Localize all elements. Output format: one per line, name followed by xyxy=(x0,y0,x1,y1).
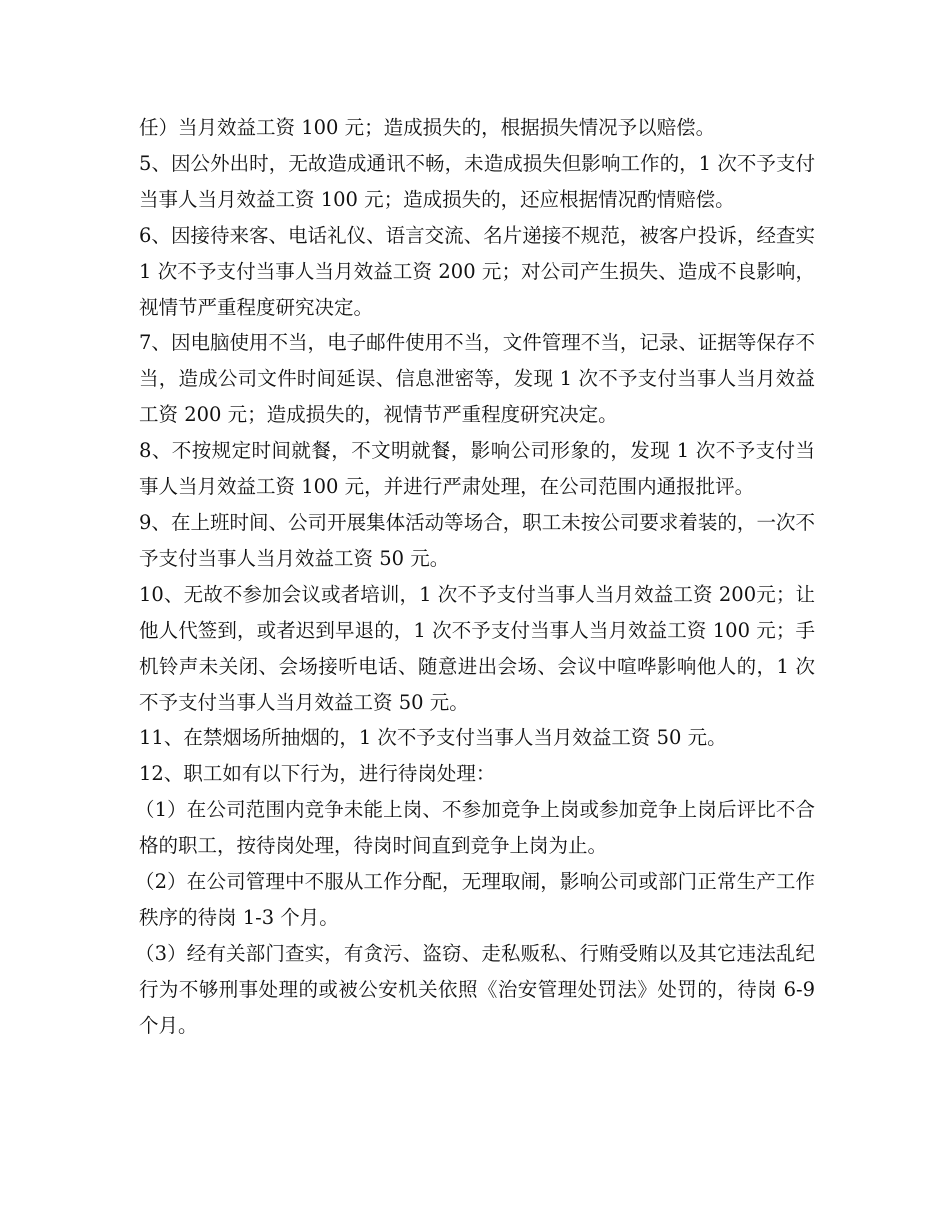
paragraph-item-12: 12、职工如有以下行为，进行待岗处理： xyxy=(139,762,496,786)
paragraph-item-12-sub-3: （3）经有关部门查实，有贪污、盗窃、走私贩私、行贿受贿以及其它违法乱纪行为不够刑事处理的或被公安机关依照《治安管理处罚法》处罚的，待岗 6-9 个月。 xyxy=(135,941,815,1037)
paragraph-item-6: 6、因接待来客、电话礼仪、语言交流、名片递接不规范，被客户投诉，经查实 1 次不予支付当事人当月效益工资 200 元；对公司产生损失、造成不良影响，视情节严重程度研究决定。 xyxy=(139,223,815,319)
paragraph-item-11: 11、在禁烟场所抽烟的，1 次不予支付当事人当月效益工资 50 元。 xyxy=(139,726,727,750)
paragraph-item-8: 8、不按规定时间就餐，不文明就餐，影响公司形象的，发现 1 次不予支付当事人当月效益工资 100 元，并进行严肃处理，在公司范围内通报批评。 xyxy=(139,439,815,499)
paragraph-continuation: 任）当月效益工资 100 元；造成损失的，根据损失情况予以赔偿。 xyxy=(139,116,716,139)
paragraph-item-9: 9、在上班时间、公司开展集体活动等场合，职工未按公司要求着装的，一次不予支付当事人当月效益工资 50 元。 xyxy=(139,510,815,570)
paragraph-item-5: 5、因公外出时，无故造成通讯不畅，未造成损失但影响工作的，1 次不予支付当事人当月效益工资 100 元；造成损失的，还应根据情况酌情赔偿。 xyxy=(139,151,815,211)
paragraph-item-10: 10、无故不参加会议或者培训，1 次不予支付当事人当月效益工资 200元；让他人代签到，或者迟到早退的，1 次不予支付当事人当月效益工资 100 元；手机铃声未关闭、会场接听电话、随意进出会场、会议中喧哗影响他人的，1 次不予支付当事人当月效益工资 50 元。 xyxy=(139,582,815,714)
paragraph-item-12-sub-1: （1）在公司范围内竞争未能上岗、不参加竞争上岗或参加竞争上岗后评比不合格的职工，按待岗处理，待岗时间直到竞争上岗为止。 xyxy=(135,798,815,858)
document-page xyxy=(135,110,815,1044)
paragraph-item-12-sub-2: （2）在公司管理中不服从工作分配，无理取闹，影响公司或部门正常生产工作秩序的待岗 1-3 个月。 xyxy=(135,870,815,929)
paragraph-item-7: 7、因电脑使用不当，电子邮件使用不当，文件管理不当，记录、证据等保存不当，造成公司文件时间延误、信息泄密等，发现 1 次不予支付当事人当月效益工资 200 元；造成损失的，视情节严重程度研究决定。 xyxy=(139,331,815,427)
